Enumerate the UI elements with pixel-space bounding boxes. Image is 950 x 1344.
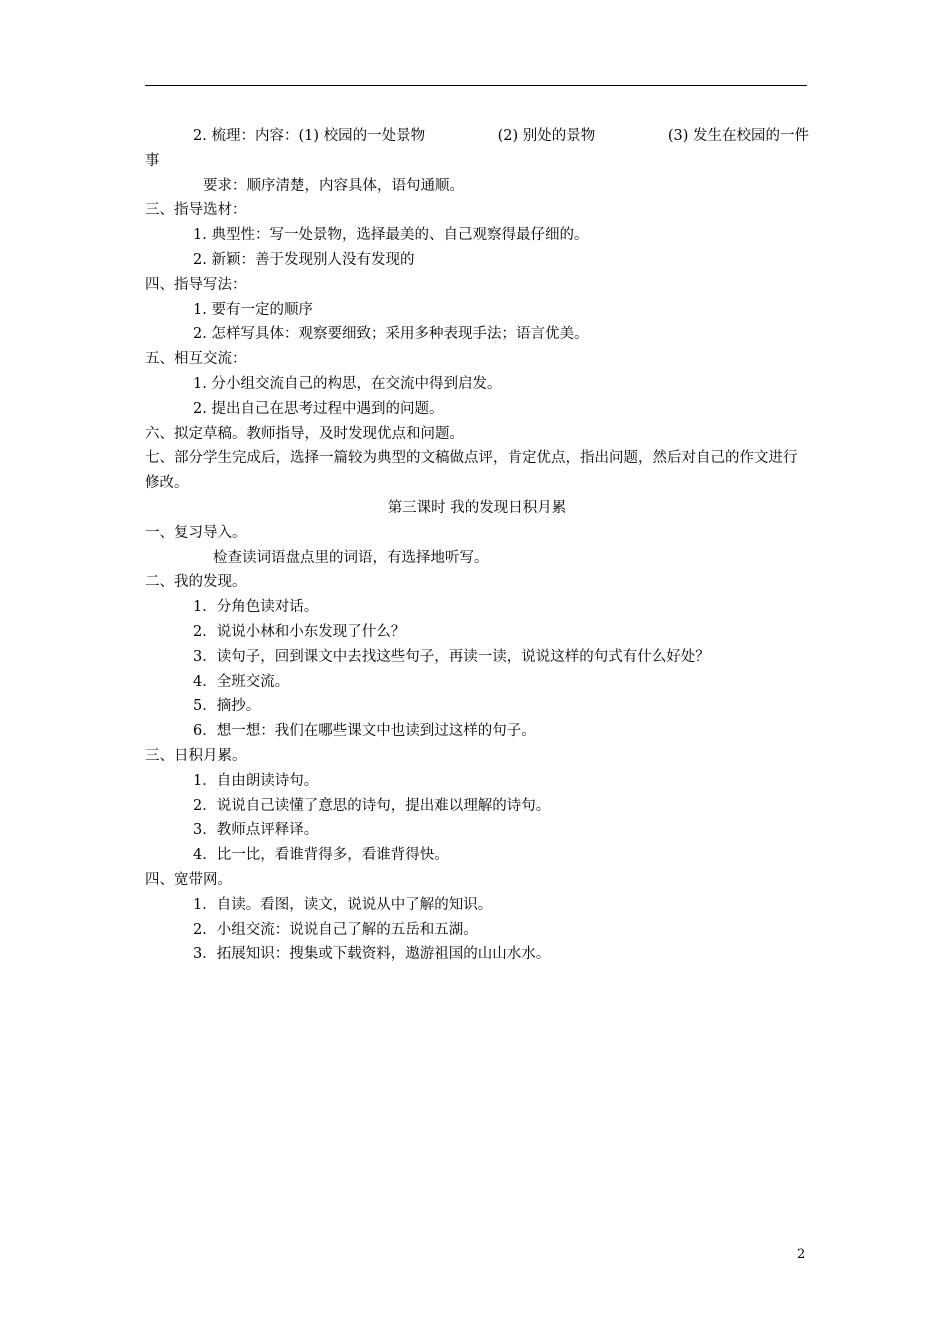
list-item: 1．自读。看图，读文，说说从中了解的知识。: [193, 896, 493, 913]
section-heading: 六、拟定草稿。教师指导，及时发现优点和问题。: [145, 425, 464, 442]
list-item: 5．摘抄。: [193, 698, 261, 715]
content-item-1: 2. 梳理：内容：(1) 校园的一处景物: [193, 128, 426, 144]
list-item: 1. 分小组交流自己的构思，在交流中得到启发。: [193, 375, 502, 392]
list-item: 3．读句子，回到课文中去找这些句子，再读一读，说说这样的句式有什么好处？: [193, 648, 710, 665]
section-heading: 五、相互交流：: [145, 351, 247, 368]
list-item: 2. 提出自己在思考过程中遇到的问题。: [193, 400, 444, 417]
list-item: 1．自由朗读诗句。: [193, 772, 319, 789]
list-item: 2．小组交流：说说自己了解的五岳和五湖。: [193, 921, 478, 938]
paragraph: 检查读词语盘点里的词语，有选择地听写。: [213, 549, 489, 566]
list-item: 2. 怎样写具体：观察要细致；采用多种表现手法；语言优美。: [193, 326, 589, 343]
content-item-3-continuation: 事: [145, 152, 160, 169]
list-item: 2．说说小林和小东发现了什么？: [193, 623, 406, 640]
header-rule: [145, 85, 807, 86]
paragraph: 七、部分学生完成后，选择一篇较为典型的文稿做点评，肯定优点，指出问题，然后对自己的作文进行修改。: [145, 450, 798, 492]
section-heading: 三、日积月累。: [145, 747, 247, 764]
list-item: 2．说说自己读懂了意思的诗句，提出难以理解的诗句。: [193, 797, 551, 814]
list-item: 3．拓展知识：搜集或下载资料，遨游祖国的山山水水。: [193, 946, 551, 963]
section-heading: 三、指导选材：: [145, 202, 247, 219]
requirements-line: 要求：顺序清楚，内容具体，语句通顺。: [203, 177, 464, 194]
list-item: 4．全班交流。: [193, 673, 290, 690]
content-item-2: (2) 别处的景物: [497, 128, 596, 144]
lesson-heading: 第三课时 我的发现日积月累: [387, 499, 567, 516]
page-number: 2: [797, 1247, 806, 1262]
content-item-3: (3) 发生在校园的一件: [667, 128, 809, 144]
outline-item-content: [145, 124, 809, 149]
list-item: 1．分角色读对话。: [193, 599, 319, 616]
document-body: [145, 124, 809, 967]
section-heading: 二、我的发现。: [145, 574, 247, 591]
list-item: 1. 要有一定的顺序: [193, 301, 313, 318]
section-heading: 四、指导写法：: [145, 276, 247, 293]
list-item: 4．比一比，看谁背得多，看谁背得快。: [193, 847, 449, 864]
list-item: 1. 典型性：写一处景物，选择最美的、自己观察得最仔细的。: [193, 227, 589, 244]
section-heading: 四、宽带网。: [145, 871, 232, 888]
list-item: 2. 新颖：善于发现别人没有发现的: [193, 251, 415, 268]
list-item: 3．教师点评释译。: [193, 822, 319, 839]
section-heading: 一、复习导入。: [145, 524, 247, 541]
list-item: 6．想一想：我们在哪些课文中也读到过这样的句子。: [193, 723, 536, 740]
